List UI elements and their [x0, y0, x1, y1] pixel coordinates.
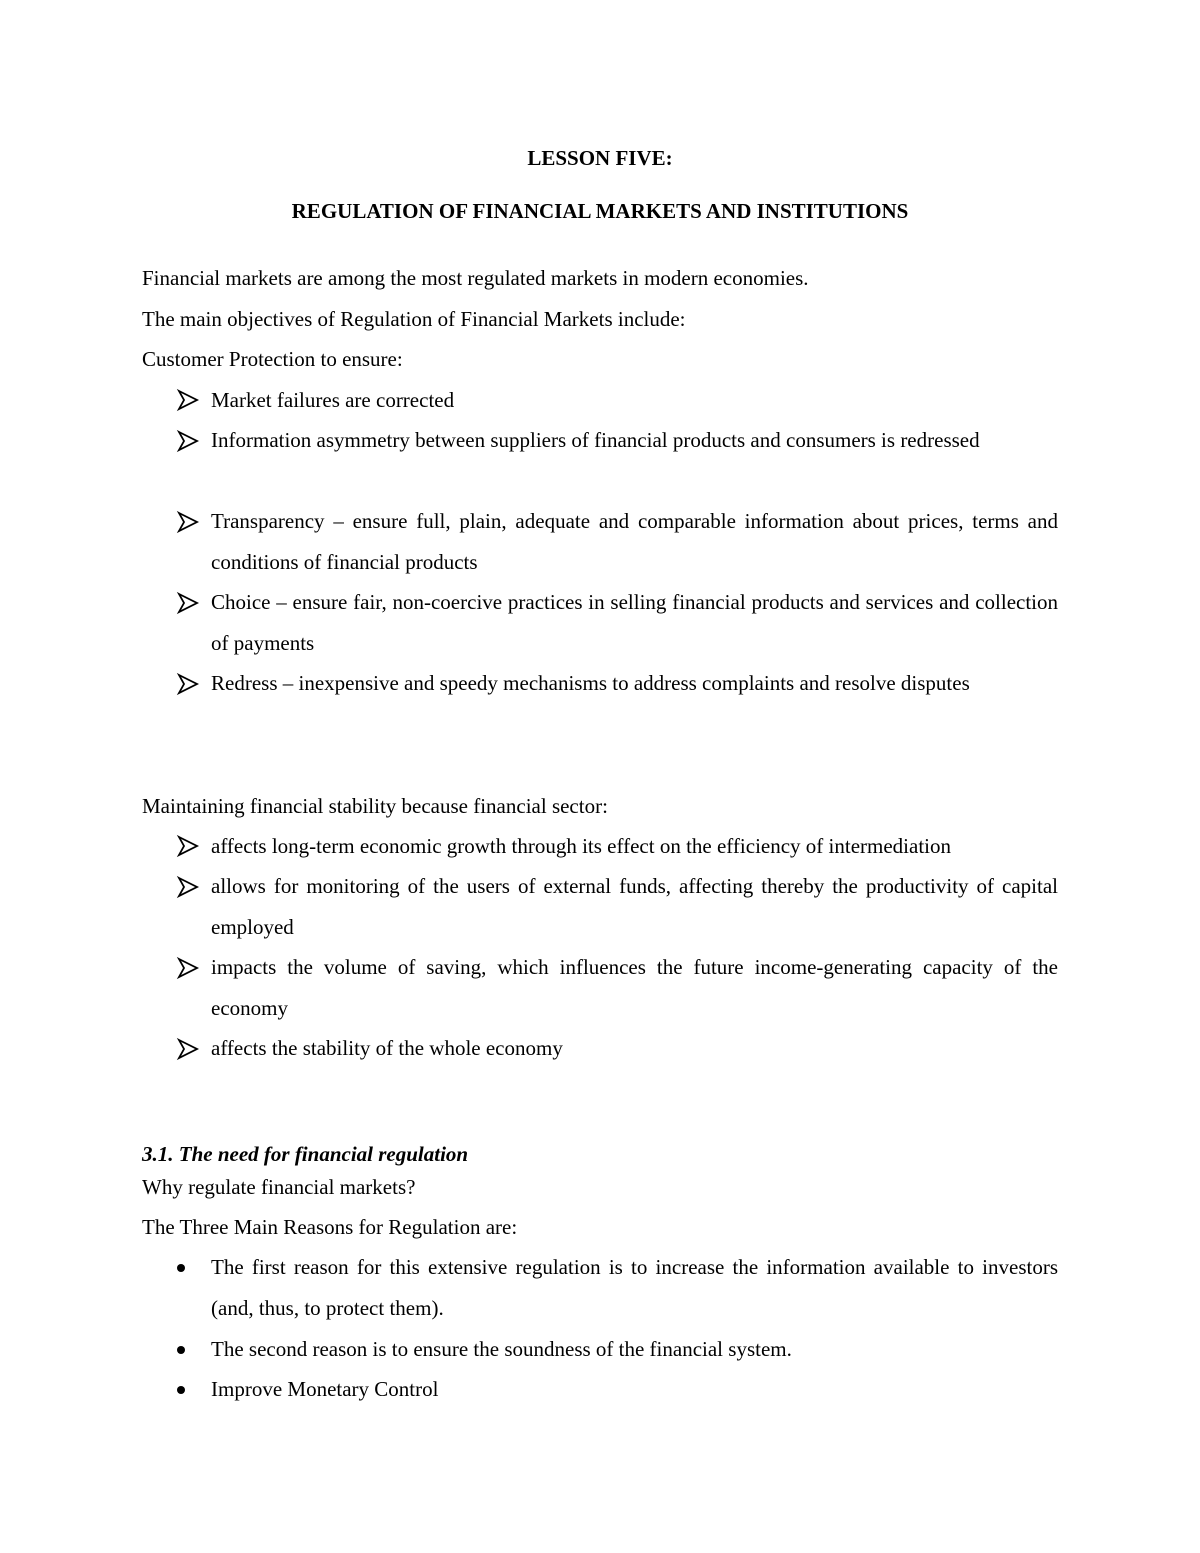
arrowhead-bullet-icon: [176, 956, 200, 980]
arrowhead-bullet-icon: [176, 1037, 200, 1061]
list-item: Market failures are corrected: [211, 388, 455, 412]
section-heading: 3.1. The need for financial regulation: [142, 1142, 469, 1166]
round-bullet-icon: [176, 1338, 200, 1362]
lesson-title: LESSON FIVE:: [527, 146, 673, 170]
list-item: impacts the volume of saving, which influences the future income-generating capacity of the economy: [211, 955, 1058, 1020]
intro-paragraph-2: The main objectives of Regulation of Financial Markets include:: [142, 307, 686, 331]
list-item: Transparency – ensure full, plain, adequate and comparable information about prices, terms and conditions of financial products: [211, 509, 1058, 574]
arrowhead-bullet-icon: [176, 672, 200, 696]
list-item: The second reason is to ensure the soundness of the financial system.: [211, 1337, 792, 1361]
arrowhead-bullet-icon: [176, 591, 200, 615]
list-item: affects the stability of the whole economy: [211, 1036, 563, 1060]
list-item: Redress – inexpensive and speedy mechanisms to address complaints and resolve disputes: [211, 671, 970, 695]
reasons-label: The Three Main Reasons for Regulation are:: [142, 1215, 518, 1239]
arrowhead-bullet-icon: [176, 875, 200, 899]
customer-protection-label: Customer Protection to ensure:: [142, 347, 403, 371]
list-item: Information asymmetry between suppliers of financial products and consumers is redressed: [211, 428, 980, 452]
arrowhead-bullet-icon: [176, 834, 200, 858]
list-item: allows for monitoring of the users of external funds, affecting thereby the productivity of capital employed: [211, 874, 1058, 939]
list-item: affects long-term economic growth through its effect on the efficiency of intermediation: [211, 834, 952, 858]
lesson-subtitle: REGULATION OF FINANCIAL MARKETS AND INSTITUTIONS: [291, 199, 909, 223]
financial-stability-label: Maintaining financial stability because financial sector:: [142, 794, 608, 818]
list-item: Improve Monetary Control: [211, 1377, 439, 1401]
round-bullet-icon: [176, 1256, 200, 1280]
list-item: Choice – ensure fair, non-coercive practices in selling financial products and services and collection of payments: [211, 590, 1058, 655]
arrowhead-bullet-icon: [176, 388, 200, 412]
round-bullet-icon: [176, 1378, 200, 1402]
arrowhead-bullet-icon: [176, 429, 200, 453]
intro-paragraph-1: Financial markets are among the most regulated markets in modern economies.: [142, 266, 809, 290]
list-item: The first reason for this extensive regulation is to increase the information available to investors (and, thus, to protect them).: [211, 1255, 1058, 1320]
arrowhead-bullet-icon: [176, 510, 200, 534]
section-question: Why regulate financial markets?: [142, 1175, 416, 1199]
